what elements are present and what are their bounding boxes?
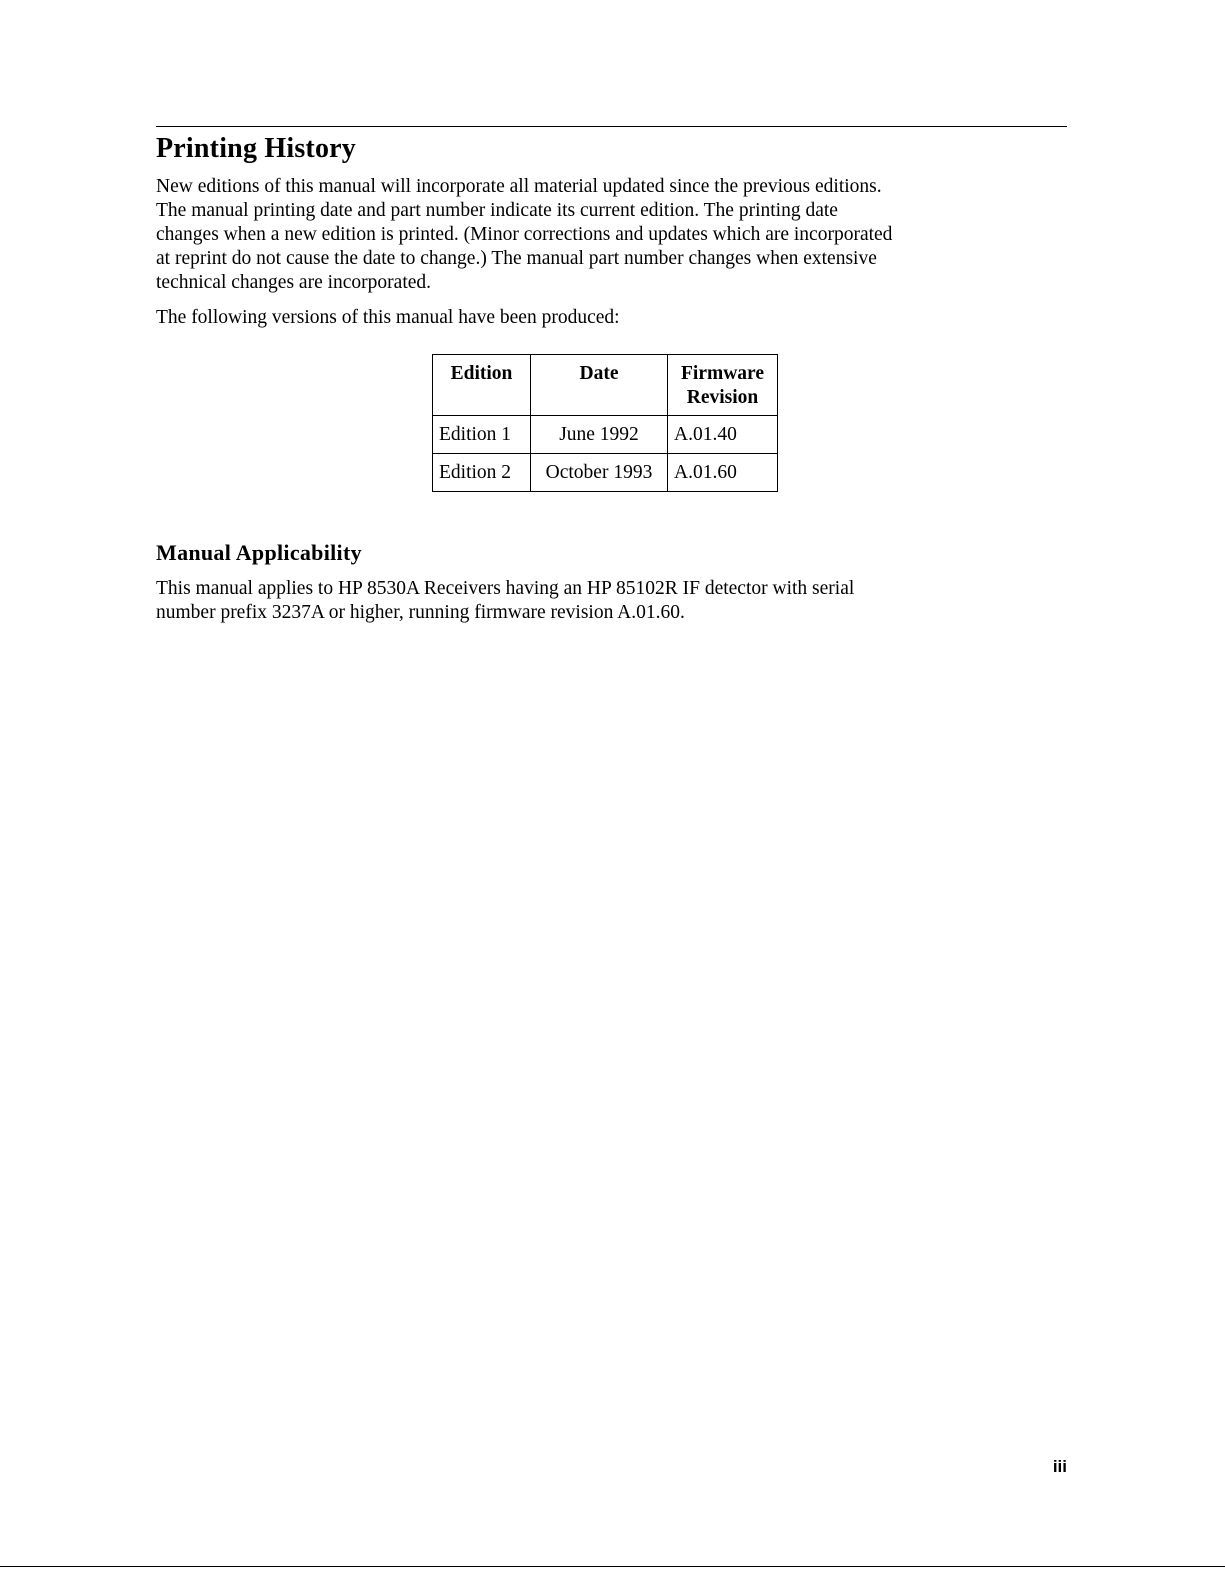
- page-number: iii: [1052, 1457, 1067, 1476]
- cell-edition: Edition 2: [433, 454, 531, 492]
- paragraph-line: number prefix 3237A or higher, running firmware revision A.01.60.: [156, 602, 685, 623]
- cell-firmware: A.01.40: [668, 416, 778, 454]
- manual-applicability-paragraph: [156, 577, 1076, 625]
- paragraph-line: technical changes are incorporated.: [156, 272, 432, 293]
- table-row: [433, 416, 778, 454]
- manual-applicability-heading: Manual Applicability: [156, 540, 362, 565]
- header-edition: Edition: [433, 355, 531, 416]
- table-row: [433, 454, 778, 492]
- paragraph-line: changes when a new edition is printed. (Minor corrections and updates which are incorporated: [156, 224, 893, 245]
- cell-firmware: A.01.60: [668, 454, 778, 492]
- printing-history-paragraph: [156, 175, 1076, 295]
- top-rule: [156, 126, 1067, 127]
- cell-date: October 1993: [531, 454, 668, 492]
- paragraph-line: New editions of this manual will incorporate all material updated since the previous editions.: [156, 176, 882, 197]
- cell-date: June 1992: [531, 416, 668, 454]
- paragraph-line: This manual applies to HP 8530A Receivers having an HP 85102R IF detector with serial: [156, 578, 855, 599]
- editions-table: [432, 354, 778, 492]
- cell-edition: Edition 1: [433, 416, 531, 454]
- header-date: Date: [531, 355, 668, 416]
- versions-lead-text: The following versions of this manual have been produced:: [156, 307, 620, 328]
- paragraph-line: The manual printing date and part number indicate its current edition. The printing date: [156, 200, 838, 221]
- paragraph-line: at reprint do not cause the date to change.) The manual part number changes when extensive: [156, 248, 877, 269]
- table-header-row: [433, 355, 778, 416]
- header-firmware-line1: Firmware: [680, 363, 765, 384]
- header-firmware-revision: [668, 355, 778, 416]
- header-firmware-line2: Revision: [686, 387, 759, 408]
- printing-history-heading: Printing History: [156, 133, 356, 164]
- bottom-rule: [0, 1566, 1225, 1567]
